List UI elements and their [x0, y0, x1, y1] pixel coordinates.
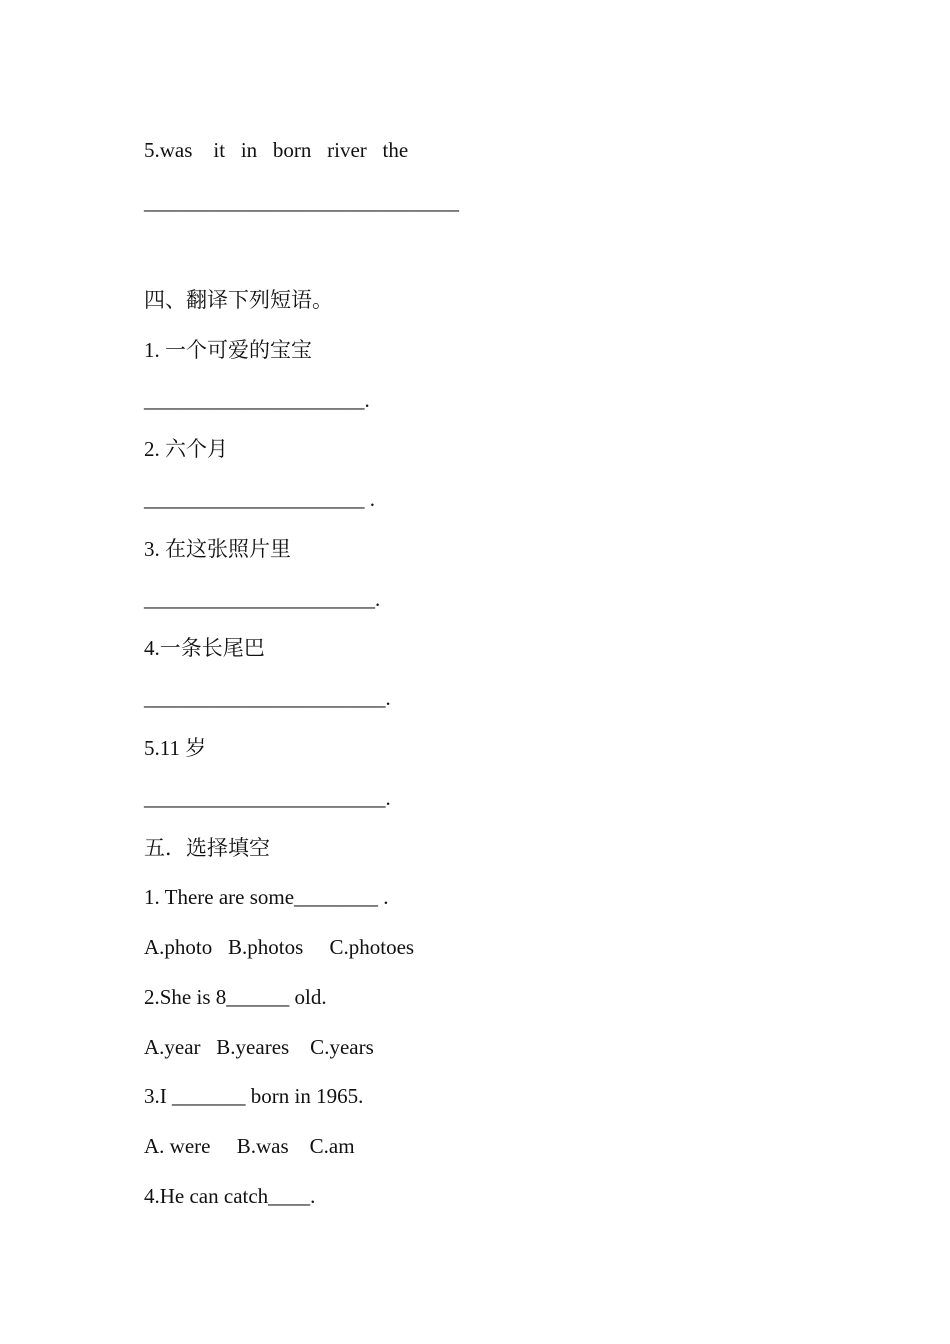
choice-question-2-options: A.year B.yeares C.years [144, 1035, 374, 1059]
translate-item-5-prompt: 5.11 岁 [144, 736, 207, 760]
section-4-heading: 四、翻译下列短语。 [144, 288, 333, 312]
section-5-heading: 五．选择填空 [144, 836, 270, 860]
translate-item-2-answer-line: _____________________ . [144, 487, 375, 511]
translate-item-4-answer-line: _______________________. [144, 686, 391, 710]
translate-item-4-prompt: 4.一条长尾巴 [144, 636, 265, 660]
choice-question-3: 3.I _______ born in 1965. [144, 1084, 364, 1108]
translate-item-5-answer-line: _______________________. [144, 786, 391, 810]
choice-question-1-options: A.photo B.photos C.photoes [144, 935, 415, 959]
choice-question-1: 1. There are some________ . [144, 885, 389, 909]
translate-item-3-answer-line: ______________________. [144, 587, 381, 611]
reorder-item-5-answer-line: ______________________________ [144, 190, 459, 214]
choice-question-4: 4.He can catch____. [144, 1184, 316, 1208]
reorder-item-5-words: 5.was it in born river the [144, 138, 409, 162]
choice-question-2: 2.She is 8______ old. [144, 985, 327, 1009]
choice-question-3-options: A. were B.was C.am [144, 1134, 355, 1158]
translate-item-1-answer-line: _____________________. [144, 388, 370, 412]
translate-item-3-prompt: 3. 在这张照片里 [144, 537, 291, 561]
translate-item-2-prompt: 2. 六个月 [144, 437, 228, 461]
translate-item-1-prompt: 1. 一个可爱的宝宝 [144, 338, 312, 362]
